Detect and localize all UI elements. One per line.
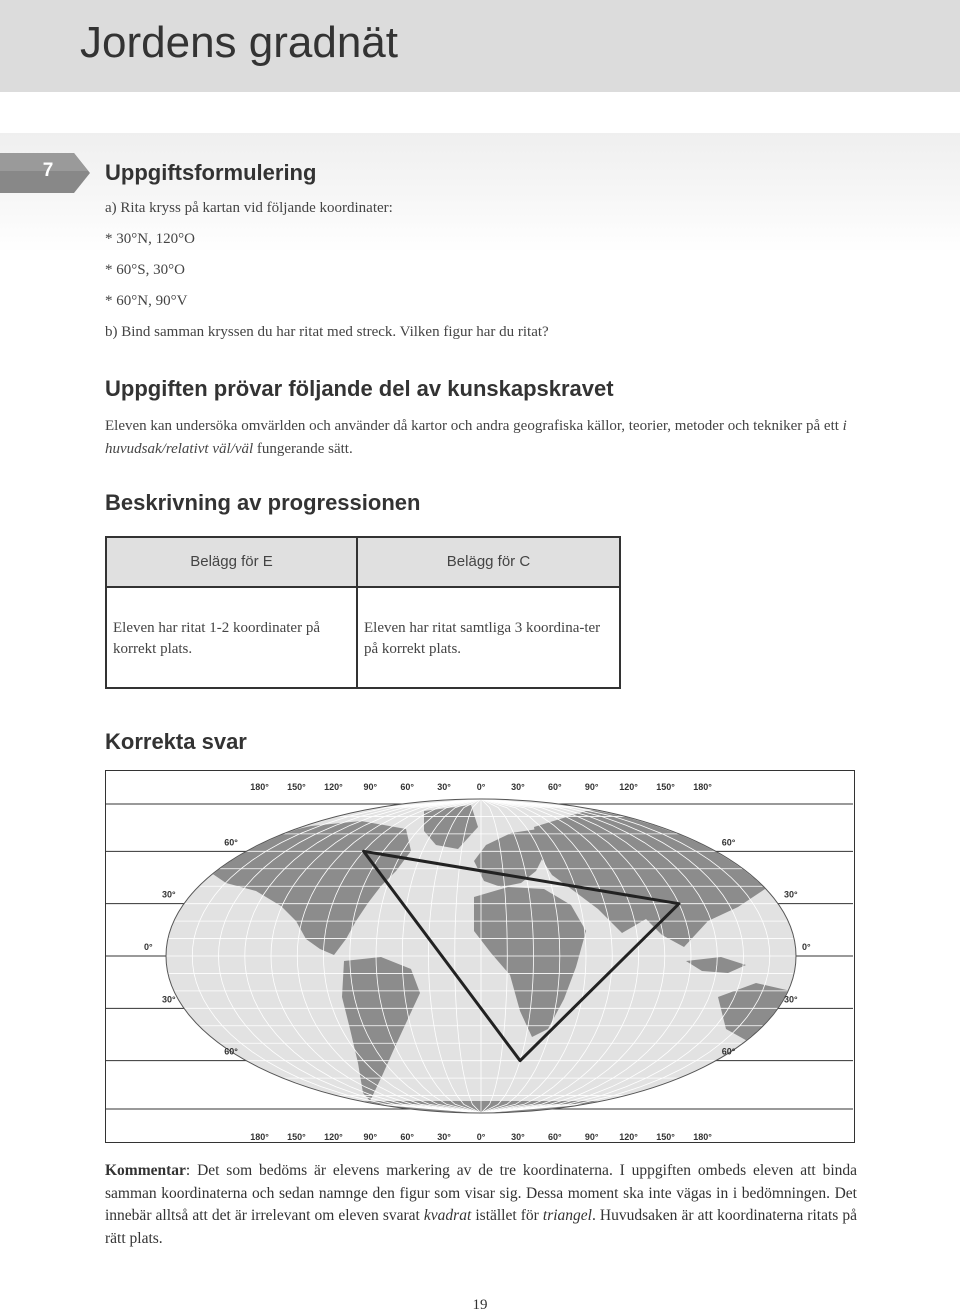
longitude-label: 90° [584,1132,599,1141]
latitude-label-left: 30° [162,889,176,900]
longitude-label: 0° [476,1132,486,1141]
longitude-label: 60° [547,1132,562,1141]
comment-text-1: : Det som bedöms är elevens markering av de tre koordinaterna. I uppgiften ombeds eleven att binda samman koordinaterna och sedan namnge den figur som visar sig. Dessa moment ska inte vägas in i bedömningen. Det innebär alltså att det är irrelevant om eleven svarat [105,1162,857,1224]
longitude-labels-top [250,782,712,792]
latitude-label-left: 30° [162,994,176,1005]
comment-text-3: . Huvudsaken är att koordinaterna ritats på rätt plats. [105,1207,857,1247]
longitude-label: 60° [400,1132,415,1141]
requirement-heading: Uppgiften prövar följande del av kunskapskravet [105,376,614,401]
longitude-label: 30° [437,1132,451,1141]
longitude-label: 180° [250,782,269,792]
longitude-label: 30° [437,782,451,792]
longitude-label: 90° [363,782,378,792]
page-number: 19 [472,1297,488,1313]
longitude-label: 120° [619,1132,638,1141]
latitude-label-right: 30° [784,994,798,1005]
longitude-label: 180° [693,782,712,792]
longitude-label: 60° [400,782,415,792]
latitude-label-right: 60° [721,837,736,848]
longitude-label: 90° [584,782,599,792]
longitude-label: 0° [476,782,486,792]
latitude-label-right: 0° [802,942,811,952]
progression-heading: Beskrivning av progressionen [105,490,421,515]
requirement-text-grades: i huvudsak/relativt väl/väl [105,418,847,457]
longitude-label: 150° [656,782,675,792]
latitude-label-left: 60° [224,1046,238,1057]
longitude-label: 60° [547,782,562,792]
comment-italic-2: triangel [542,1207,592,1224]
task-heading: Uppgiftsformulering [105,160,317,185]
longitude-label: 120° [324,1132,343,1141]
column-label-e: Belägg för E [190,553,273,570]
column-label-c: Belägg för C [446,553,531,570]
comment-text-2: istället för [471,1207,543,1224]
requirement-text [105,415,857,460]
latitude-label-right: 60° [721,1046,736,1057]
longitude-label: 120° [324,782,343,792]
longitude-label: 30° [511,1132,525,1141]
latitude-label-right: 30° [784,889,798,900]
graticule [146,799,816,1113]
page-title: Jordens gradnät [80,18,398,67]
task-number: 7 [42,160,54,181]
requirement-text-start: Eleven kan undersöka omvärlden och använder då kartor och andra geografiska källor, teorier, metoder och tekniker på ett [105,418,843,434]
longitude-label: 150° [656,1132,675,1141]
longitude-label: 180° [250,1132,269,1141]
requirement-text-end: fungerande sätt. [253,440,353,457]
coordinate-3: * 60°N, 90°V [105,293,188,309]
comment-label: Kommentar [105,1162,186,1179]
column-text-c: Eleven har ritat samtliga 3 koordina-ter på korrekt plats. [364,620,601,657]
longitude-label: 150° [287,782,306,792]
comment [105,1160,857,1250]
coordinate-1: * 30°N, 120°O [105,231,195,247]
longitude-label: 90° [363,1132,378,1141]
longitude-label: 180° [693,1132,712,1141]
answer-heading: Korrekta svar [105,729,247,754]
comment-italic-1: kvadrat [423,1207,472,1224]
world-map [105,770,855,1143]
longitude-label: 120° [619,782,638,792]
instruction-a: a) Rita kryss på kartan vid följande koordinater: [105,200,393,216]
instruction-b: b) Bind samman kryssen du har ritat med streck. Vilken figur har du ritat? [105,324,549,340]
longitude-labels-bottom [250,1132,712,1141]
world-map-graphic [106,771,853,1141]
coordinate-2: * 60°S, 30°O [105,262,185,278]
progression-table [105,536,621,689]
longitude-label: 30° [511,782,525,792]
latitude-label-left: 0° [144,942,153,952]
longitude-label: 150° [287,1132,306,1141]
column-text-e: Eleven har ritat 1-2 koordinater på korrekt plats. [113,620,320,657]
latitude-label-left: 60° [224,837,238,848]
